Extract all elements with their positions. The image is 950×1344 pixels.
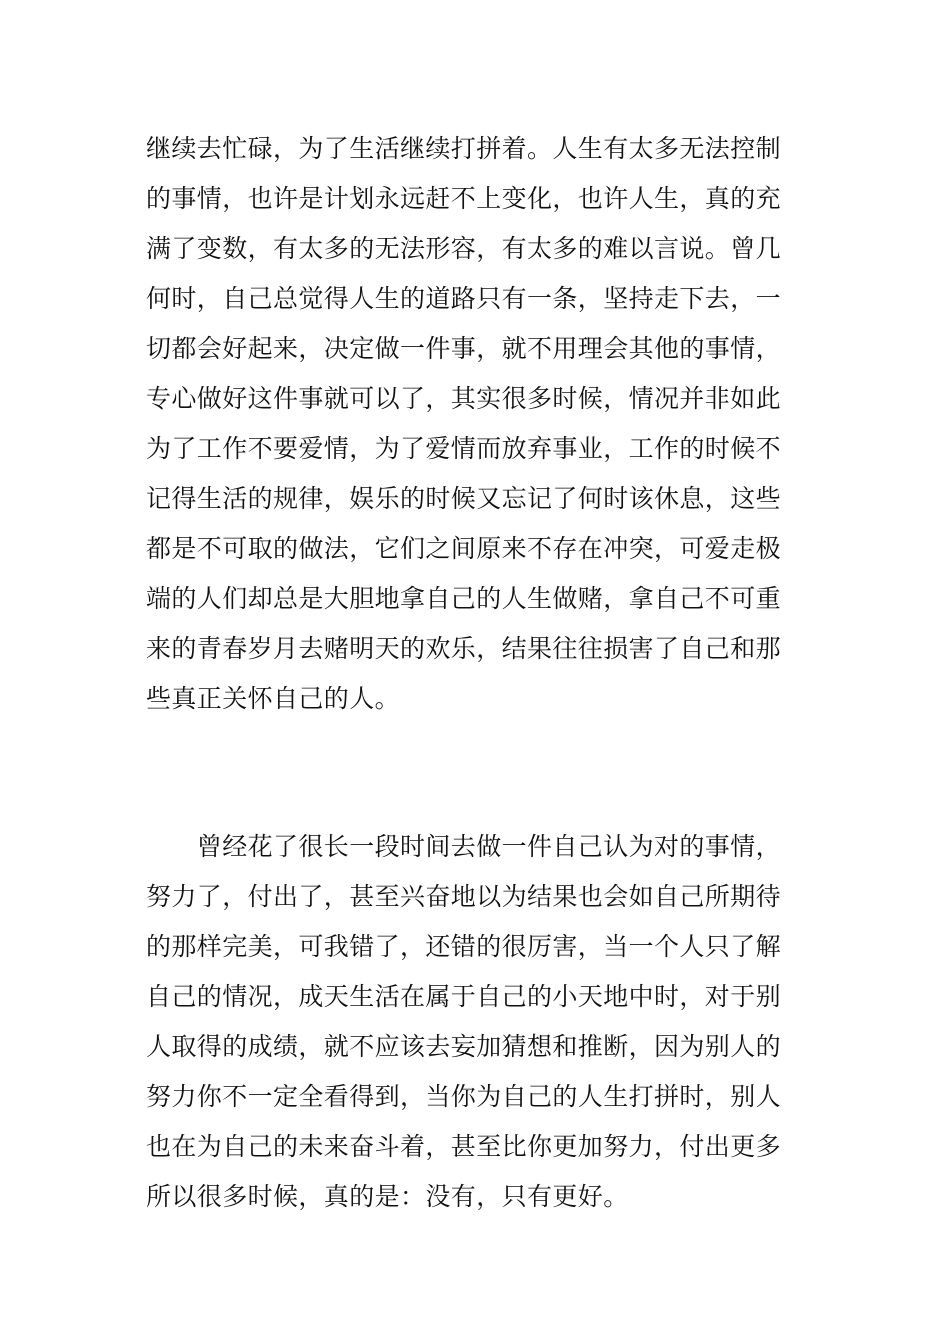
text-line: 满了变数，有太多的无法形容，有太多的难以言说。曾几 xyxy=(146,234,782,263)
paragraph-1 xyxy=(146,124,811,724)
text-line: 努力你不一定全看得到，当你为自己的人生打拼时，别人 xyxy=(146,1082,782,1111)
text-line: 为了工作不要爱情，为了爱情而放弃事业，工作的时候不 xyxy=(146,434,782,463)
text-line: 继续去忙碌，为了生活继续打拼着。人生有太多无法控制 xyxy=(146,134,782,163)
text-line: 自己的情况，成天生活在属于自己的小天地中时，对于别 xyxy=(146,982,782,1011)
text-line: 专心做好这件事就可以了，其实很多时候，情况并非如此 xyxy=(146,384,782,413)
text-line: 努力了，付出了，甚至兴奋地以为结果也会如自己所期待 xyxy=(146,882,782,911)
text-line: 些真正关怀自己的人。 xyxy=(146,684,401,713)
paragraph-2 xyxy=(146,822,811,1222)
text-line: 端的人们却总是大胆地拿自己的人生做赌，拿自己不可重 xyxy=(146,584,782,613)
text-line: 人取得的成绩，就不应该去妄加猜想和推断，因为别人的 xyxy=(146,1032,782,1061)
text-line: 所以很多时候，真的是：没有，只有更好。 xyxy=(146,1182,629,1211)
text-line: 切都会好起来，决定做一件事，就不用理会其他的事情， xyxy=(146,334,782,363)
text-line: 记得生活的规律，娱乐的时候又忘记了何时该休息，这些 xyxy=(146,484,782,513)
text-line: 的事情，也许是计划永远赶不上变化，也许人生，真的充 xyxy=(146,184,782,213)
text-line: 来的青春岁月去赌明天的欢乐，结果往往损害了自己和那 xyxy=(146,634,782,663)
text-line: 都是不可取的做法，它们之间原来不存在冲突，可爱走极 xyxy=(146,534,782,563)
text-line: 何时，自己总觉得人生的道路只有一条，坚持走下去，一 xyxy=(146,284,782,313)
text-line: 也在为自己的未来奋斗着，甚至比你更加努力，付出更多 xyxy=(146,1132,782,1161)
text-line: 曾经花了很长一段时间去做一件自己认为对的事情， xyxy=(146,832,782,861)
text-line: 的那样完美，可我错了，还错的很厉害，当一个人只了解 xyxy=(146,932,782,961)
